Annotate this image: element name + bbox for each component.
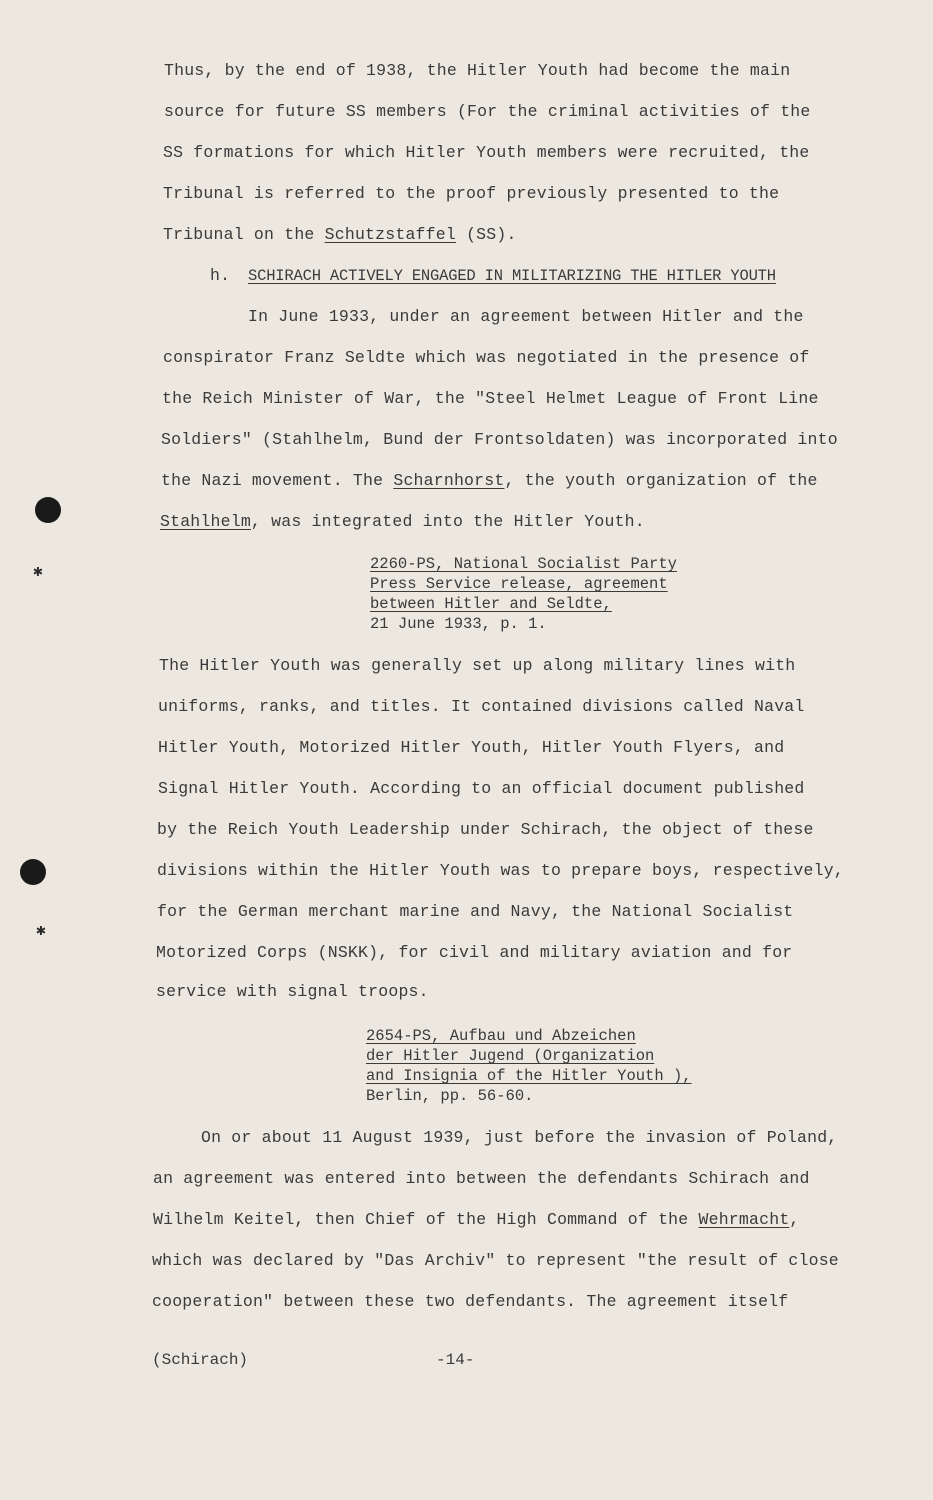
text-fragment: , the youth organization of the: [504, 471, 818, 490]
punch-hole-top: [35, 497, 61, 523]
text-fragment: , was integrated into the Hitler Youth.: [250, 512, 645, 531]
text-line: service with signal troops.: [156, 982, 429, 1001]
citation-line: Press Service release, agreement: [370, 575, 668, 593]
text-line: Soldiers" (Stahlhelm, Bund der Frontsoldaten) was incorporated into: [161, 430, 838, 449]
underlined-term: Scharnhorst: [393, 471, 505, 490]
text-line: Thus, by the end of 1938, the Hitler Youth had become the main: [164, 61, 791, 80]
citation-line: der Hitler Jugend (Organization: [366, 1047, 655, 1065]
text-fragment: the Nazi movement. The: [161, 471, 394, 490]
text-line: for the German merchant marine and Navy, the National Socialist: [157, 902, 794, 921]
text-line: Signal Hitler Youth. According to an official document published: [158, 779, 805, 798]
text-line: Motorized Corps (NSKK), for civil and military aviation and for: [156, 943, 793, 962]
citation-line: 21 June 1933, p. 1.: [370, 615, 547, 633]
citation-block: [366, 1026, 692, 1106]
text-line: [160, 512, 645, 531]
text-line: SS formations for which Hitler Youth members were recruited, the: [163, 143, 810, 162]
margin-mark-icon: ✱: [33, 563, 43, 581]
underlined-term: Stahlhelm: [160, 512, 251, 531]
text-line: Tribunal is referred to the proof previously presented to the: [163, 184, 780, 203]
text-line: conspirator Franz Seldte which was negotiated in the presence of: [163, 348, 810, 367]
text-line: On or about 11 August 1939, just before the invasion of Poland,: [201, 1128, 838, 1147]
text-fragment: Wilhelm Keitel, then Chief of the High Command of the: [153, 1210, 699, 1229]
text-line: Hitler Youth, Motorized Hitler Youth, Hitler Youth Flyers, and: [158, 738, 785, 757]
text-line: [161, 471, 818, 490]
section-letter: h.: [210, 266, 231, 285]
citation-line: 2260-PS, National Socialist Party: [370, 555, 677, 573]
text-line: an agreement was entered into between the defendants Schirach and: [153, 1169, 810, 1188]
citation-line: and Insignia of the Hitler Youth ),: [366, 1067, 692, 1085]
text-fragment: ,: [789, 1210, 800, 1229]
section-heading: SCHIRACH ACTIVELY ENGAGED IN MILITARIZING THE HITLER YOUTH: [248, 267, 776, 285]
text-line: In June 1933, under an agreement between Hitler and the: [248, 307, 804, 326]
text-line: cooperation" between these two defendants. The agreement itself: [152, 1292, 789, 1311]
citation-block: [370, 554, 677, 634]
text-line: divisions within the Hitler Youth was to prepare boys, respectively,: [157, 861, 844, 880]
text-line: the Reich Minister of War, the "Steel Helmet League of Front Line: [162, 389, 819, 408]
text-line: The Hitler Youth was generally set up along military lines with: [159, 656, 796, 675]
page-number: -14-: [436, 1351, 475, 1369]
text-line: uniforms, ranks, and titles. It contained divisions called Naval: [158, 697, 805, 716]
citation-line: between Hitler and Seldte,: [370, 595, 612, 613]
margin-mark-icon: ✱: [36, 922, 46, 940]
text-line: [153, 1210, 800, 1229]
punch-hole-bottom: [20, 859, 46, 885]
text-line: by the Reich Youth Leadership under Schirach, the object of these: [157, 820, 814, 839]
underlined-term: Wehrmacht: [698, 1210, 790, 1229]
text-line: source for future SS members (For the criminal activities of the: [164, 102, 811, 121]
citation-line: Berlin, pp. 56-60.: [366, 1087, 534, 1105]
text-fragment: (SS).: [455, 225, 517, 244]
text-line: [163, 225, 517, 244]
text-fragment: Tribunal on the: [163, 225, 325, 244]
underlined-term: Schutzstaffel: [324, 225, 456, 244]
citation-line: 2654-PS, Aufbau und Abzeichen: [366, 1027, 636, 1045]
text-line: which was declared by "Das Archiv" to represent "the result of close: [152, 1251, 839, 1270]
footer-defendant-label: (Schirach): [152, 1351, 249, 1369]
